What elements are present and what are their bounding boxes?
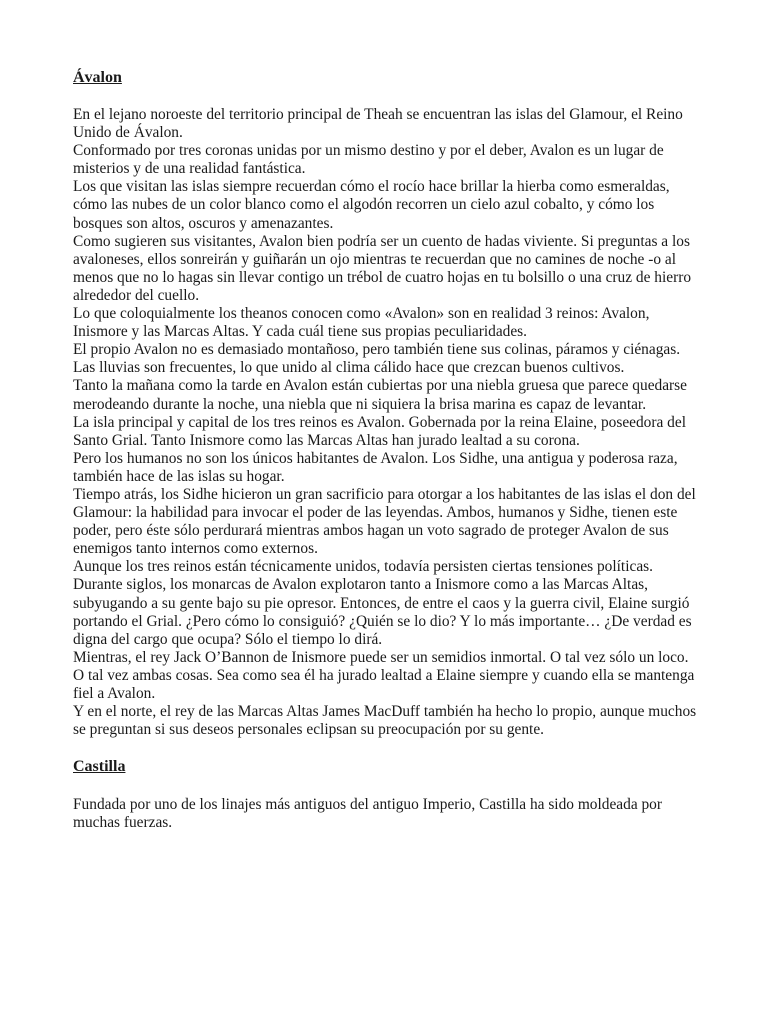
paragraph: En el lejano noroeste del territorio principal de Theah se encuentran las islas del Glamour, el Reino Unido de Ávalon. xyxy=(73,106,683,142)
paragraph: Tanto la mañana como la tarde en Avalon están cubiertas por una niebla gruesa que parece quedarse merodeando durante la noche, una niebla que ni siquiera la brisa marina es capaz de levantar. xyxy=(73,377,687,413)
paragraph: Pero los humanos no son los únicos habitantes de Avalon. Los Sidhe, una antigua y poderosa raza, también hace de las islas su hogar. xyxy=(73,449,678,485)
paragraph: Como sugieren sus visitantes, Avalon bien podría ser un cuento de hadas viviente. Si preguntas a los avaloneses, ellos sonreirán y guiñarán un ojo mientras te recuerdan que no camines de noche -o al menos que no lo hagas sin llevar contigo un trébol de cuatro hojas en tu bolsillo o una cruz de hierro alrededor del cuello. xyxy=(73,232,692,304)
document-page xyxy=(73,68,703,832)
section-body-avalon xyxy=(73,106,703,739)
paragraph: Durante siglos, los monarcas de Avalon explotaron tanto a Inismore como a las Marcas Altas, subyugando a su gente bajo su pie opresor. Entonces, de entre el caos y la guerra civil, Elaine surgió portando el Grial. ¿Pero cómo lo consiguió? ¿Quién se lo dio? Y lo más importante… ¿De verdad es digna del cargo que ocupa? Sólo el tiempo lo dirá. xyxy=(73,576,692,648)
section-title-avalon: Ávalon xyxy=(73,69,122,86)
paragraph: Conformado por tres coronas unidas por un mismo destino y por el deber, Avalon es un lugar de misterios y de una realidad fantástica. xyxy=(73,142,664,178)
paragraph: Mientras, el rey Jack O’Bannon de Inismore puede ser un semidios inmortal. O tal vez sólo un loco. O tal vez ambas cosas. Sea como sea él ha jurado lealtad a Elaine siempre y cuando ella se mantenga fiel a Avalon. xyxy=(73,648,695,702)
paragraph: Lo que coloquialmente los theanos conocen como «Avalon» son en realidad 3 reinos: Avalon, Inismore y las Marcas Altas. Y cada cuál tiene sus propias peculiaridades. xyxy=(73,305,650,341)
paragraph: Y en el norte, el rey de las Marcas Altas James MacDuff también ha hecho lo propio, aunque muchos se preguntan si sus deseos personales eclipsan su preocupación por su gente. xyxy=(73,703,697,739)
paragraph: Aunque los tres reinos están técnicamente unidos, todavía persisten ciertas tensiones políticas. xyxy=(73,558,653,576)
paragraph: Los que visitan las islas siempre recuerdan cómo el rocío hace brillar la hierba como esmeraldas, cómo las nubes de un color blanco como el algodón recorren un cielo azul cobalto, y cómo los bosques son altos, oscuros y amenazantes. xyxy=(73,178,670,232)
paragraph: Fundada por uno de los linajes más antiguos del antiguo Imperio, Castilla ha sido moldeada por muchas fuerzas. xyxy=(73,796,663,832)
paragraph: Tiempo atrás, los Sidhe hicieron un gran sacrificio para otorgar a los habitantes de las islas el don del Glamour: la habilidad para invocar el poder de las leyendas. Ambos, humanos y Sidhe, tienen este poder, pero éste sólo perdurará mientras ambos hagan un voto sagrado de proteger Avalon de sus enemigos tanto internos como externos. xyxy=(73,485,696,558)
paragraph: La isla principal y capital de los tres reinos es Avalon. Gobernada por la reina Elaine, poseedora del Santo Grial. Tanto Inismore como las Marcas Altas han jurado lealtad a su corona. xyxy=(73,413,686,449)
section-title-castilla: Castilla xyxy=(73,758,126,776)
paragraph: El propio Avalon no es demasiado montañoso, pero también tiene sus colinas, páramos y ciénagas. Las lluvias son frecuentes, lo que unido al clima cálido hace que crezcan buenos cultivos. xyxy=(73,341,681,377)
section-body-castilla xyxy=(73,796,703,832)
